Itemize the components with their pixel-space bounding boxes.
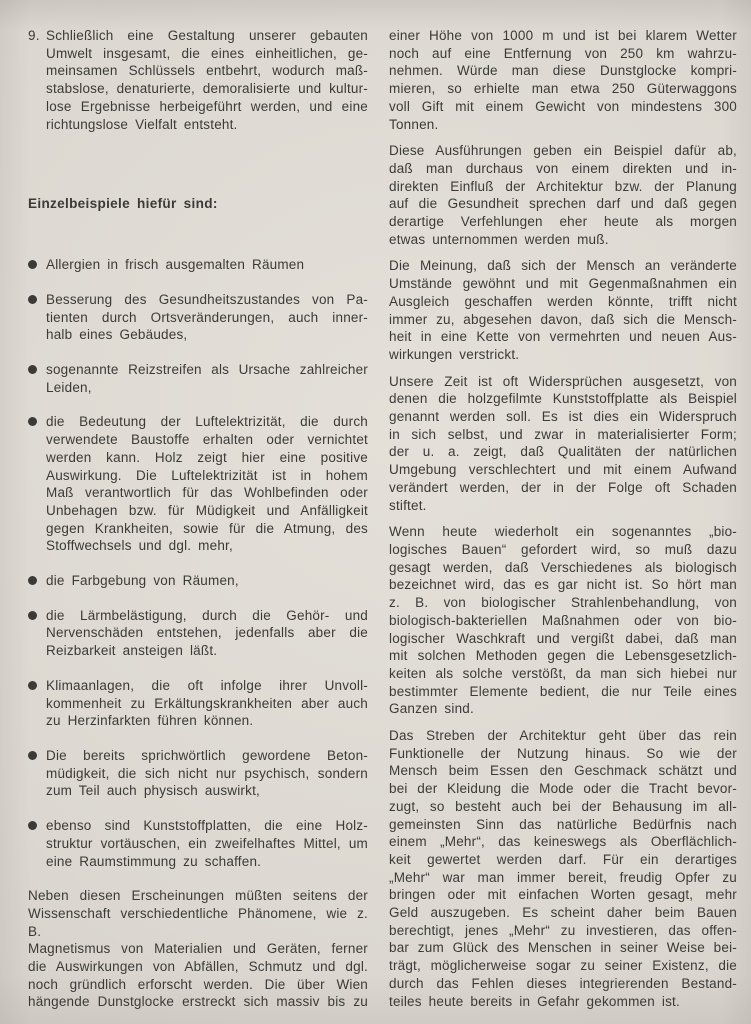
text-line: zum Teil auch physisch auswirkt, — [46, 783, 260, 799]
text-line: Die bereits sprichwörtlich gewordene Beton- — [46, 747, 368, 763]
text-line: Tonnen. — [389, 116, 439, 132]
text-line: Maß verantwortlich für das Wohlbefinden oder — [46, 485, 368, 501]
text-line: struktur vortäuschen, ein zweifelhaftes Mittel, um — [46, 835, 368, 851]
text-line: einer Höhe von 1000 m und ist bei klarem Wetter — [389, 28, 737, 43]
bullet-icon — [28, 365, 37, 374]
text-line: ebenso sind Kunststoffplatten, die eine Holz- — [46, 818, 368, 834]
text-line: Auswirkung. Die Luftelektrizität ist in hohem — [46, 467, 368, 483]
text-line: eine Raumstimmung zu schaffen. — [46, 853, 262, 869]
text-line: in sich selbst, und zwar in materialisierter Form; — [389, 426, 737, 442]
block-text — [389, 373, 737, 515]
bullet-icon — [28, 576, 37, 585]
bullet-icon — [28, 260, 37, 269]
text-line: auf die Gesundheit sprechen darf und daß gegen — [389, 196, 737, 212]
text-line: berechtigt, jenes „Mehr“ zu investieren, das offen- — [389, 922, 737, 938]
text-line: bezeichnet wird, das es gar nicht ist. So hört man — [389, 577, 737, 593]
text-line: die Lärmbelästigung, durch die Gehör- und — [46, 607, 368, 623]
bullet-cell — [28, 361, 46, 374]
right-column — [389, 0, 737, 1019]
text-line: durch das Fehlen dieses integrierenden Bestand- — [389, 975, 737, 991]
text-line: müdigkeit, die sich nicht nur psychisch, sondern — [46, 765, 368, 781]
text-line: denen die holzgefilmte Kunststoffplatte als Beispiel — [389, 391, 737, 407]
text-line: meinsamen Schlüssels entbehrt, wodurch maß- — [46, 63, 368, 79]
bullet-item — [28, 413, 368, 555]
paragraph — [28, 887, 368, 1011]
bullet-cell — [28, 677, 46, 690]
text-line: z. B. von biologischer Strahlenbehandlung, von — [389, 595, 737, 611]
text-line: trägt, möglicherweise sogar zu seiner Existenz, die — [389, 958, 737, 974]
bullet-item — [28, 572, 368, 590]
text-line: genannt werden soll. Es ist dies ein Widerspruch — [389, 409, 737, 425]
text-line: Ganzen sind. — [389, 701, 474, 717]
text-line: gemeinsten Sinn das natürliche Bedürfnis nach — [389, 816, 737, 832]
bullet-cell — [28, 413, 46, 426]
text-line: noch gründlich erforscht werden. Die über Wien — [28, 976, 368, 992]
text-line: Besserung des Gesundheitszustandes von Pa- — [46, 291, 368, 307]
item-number: 9. — [28, 28, 40, 43]
text-line: logisches Bauen“ gefordert wird, so muß dazu — [389, 541, 737, 557]
block-text — [389, 727, 737, 1010]
text-line: bringen oder mit einfachen Worten gesagt, mehr — [389, 887, 737, 903]
text-line: heit in eine Kette von vermehrten und neuen Aus- — [389, 329, 737, 345]
text-line: Reizbarkeit ansteigen läßt. — [46, 643, 218, 659]
block-text — [46, 361, 368, 396]
bullet-icon — [28, 681, 37, 690]
text-line: direkten Einfluß der Architektur bzw. der Planung — [389, 178, 737, 194]
block-text — [46, 677, 368, 730]
bullet-item — [28, 256, 368, 274]
bullet-icon — [28, 611, 37, 620]
text-line: zugt, so besteht auch bei der Behausung im all- — [389, 798, 737, 814]
text-line: noch auf eine Entfernung von 250 km wahrzu- — [389, 45, 737, 61]
block-text — [46, 413, 368, 555]
numbered-item — [28, 27, 368, 133]
text-line: der u. a. zeigt, daß Qualitäten der natürlichen — [389, 444, 737, 460]
text-line: kommenheit zu Erkältungskrankheiten aber auch — [46, 695, 368, 711]
text-line: die Auswirkungen von Abfällen, Schmutz und dgl. — [28, 959, 368, 975]
text-line: bei der Kleidung die Mode oder die Tracht bevor- — [389, 781, 737, 797]
text-line: Umgebung verschlechtert und mit einem Aufwand — [389, 462, 737, 478]
text-line: keit gewertet werden darf. Für ein derartiges — [389, 851, 737, 867]
text-line: Leiden, — [46, 379, 92, 395]
text-line: richtungslose Vielfalt entsteht. — [46, 116, 238, 132]
text-line: etwas unternommen werden muß. — [389, 231, 609, 247]
text-line: tienten durch Ortsveränderungen, auch inner- — [46, 309, 368, 325]
paragraph — [389, 257, 737, 363]
text-line: „Mehr“ war man immer bereit, freudig Opfer zu — [389, 869, 737, 885]
bullet-cell — [28, 747, 46, 760]
bullet-item — [28, 817, 368, 870]
text-line: Funktionelle der Nutzung hinaus. So wie der — [389, 745, 737, 761]
text-line: stiftet. — [389, 497, 427, 513]
text-line: bestimmter Elemente bedient, die nur Teile eines — [389, 683, 737, 699]
block-text — [46, 256, 368, 274]
block-text — [389, 142, 737, 248]
text-line: Magnetismus von Materialien und Geräten, ferner — [28, 941, 368, 957]
bullet-icon — [28, 295, 37, 304]
text-line: Allergien in frisch ausgemalten Räumen — [46, 257, 305, 273]
text-line: Umwelt insgesamt, die eines einheitlichen, ge- — [46, 45, 368, 61]
text-line: Neben diesen Erscheinungen müßten seitens der — [28, 888, 368, 904]
text-line: Unbehagen bzw. für Müdigkeit und Anfälligkeit — [46, 502, 368, 518]
block-text — [46, 291, 368, 344]
bullet-item — [28, 677, 368, 730]
text-line: zu Herzinfarkten führen können. — [46, 713, 254, 729]
bullet-item — [28, 291, 368, 344]
bullet-cell — [28, 817, 46, 830]
text-line: Die Meinung, daß sich der Mensch an veränderte — [389, 258, 737, 274]
text-line: daß man durchaus von einem direkten und in- — [389, 160, 737, 176]
text-line: Ausgleich geschaffen werden könnte, trifft nicht — [389, 293, 737, 309]
paragraph — [389, 727, 737, 1010]
text-line: verändert werden, der in der Folge oft Schaden — [389, 479, 737, 495]
text-line: hängende Dunstglocke erstreckt sich massiv bis zu — [28, 994, 368, 1010]
section-heading: Einzelbeispiele hiefür sind: — [28, 196, 218, 212]
paragraph — [389, 27, 737, 133]
text-line: Das Streben der Architektur geht über das rein — [389, 728, 737, 744]
text-line: Umstände gewöhnt und mit Gegenmaßnahmen ein — [389, 276, 737, 292]
block-text — [46, 607, 368, 660]
block-text — [46, 27, 368, 133]
text-line: mit solchen Methoden gegen die Lebensgesetzlich- — [389, 648, 737, 664]
text-line: teiles heute bereits in Gefahr gekommen ist. — [389, 993, 680, 1009]
bullet-cell — [28, 291, 46, 304]
bullet-cell — [28, 256, 46, 269]
text-line: Wenn heute wiederholt ein sogenanntes „bio- — [389, 524, 737, 540]
text-line: wirkungen verstrickt. — [389, 346, 520, 362]
paragraph — [389, 523, 737, 718]
text-line: Geld auszugeben. Es scheint daher beim Bauen — [389, 905, 737, 921]
block-text — [46, 817, 368, 870]
bullet-item — [28, 607, 368, 660]
text-line: mieren, so erhielte man etwa 250 Güterwaggons — [389, 81, 737, 97]
bullet-icon — [28, 821, 37, 830]
text-line: immer zu, abgesehen davon, daß sich die Mensch- — [389, 311, 737, 327]
text-line: einem „Mehr“, das keineswegs als Oberflächlich- — [389, 834, 737, 850]
block-text — [389, 523, 737, 718]
text-line: halb eines Gebäudes, — [46, 327, 188, 343]
block-text — [46, 747, 368, 800]
bullet-cell — [28, 607, 46, 620]
text-line: Schließlich eine Gestaltung unserer gebauten — [46, 28, 368, 43]
text-line: Nervenschäden entstehen, jedenfalls aber die — [46, 625, 368, 641]
text-line: voll Gift mit einem Gewicht von mindestens 300 — [389, 98, 737, 114]
block-text — [46, 572, 368, 590]
text-line: Unsere Zeit ist oft Widersprüchen ausgesetzt, von — [389, 373, 737, 389]
text-line: sogenannte Reizstreifen als Ursache zahlreicher — [46, 362, 368, 378]
text-line: die Farbgebung von Räumen, — [46, 573, 239, 589]
left-column — [28, 0, 368, 1011]
text-line: derartige Verfehlungen eher heute als morgen — [389, 214, 737, 230]
text-line: stabslose, denaturierte, demoralisierte und kultur- — [46, 81, 368, 97]
block-text — [28, 887, 368, 1011]
bullet-icon — [28, 751, 37, 760]
block-text — [389, 257, 737, 363]
bullet-item — [28, 747, 368, 800]
bullet-icon — [28, 417, 37, 426]
text-line: gegen Krankheiten, sowie für die Atmung, des — [46, 520, 368, 536]
text-line: Wissenschaft verschiedentliche Phänomene, wie z. B. — [28, 905, 368, 939]
bullet-item — [28, 361, 368, 396]
text-line: verwendete Baustoffe erhalten oder vernichtet — [46, 432, 368, 448]
text-line: Diese Ausführungen geben ein Beispiel dafür ab, — [389, 143, 737, 159]
text-line: Stoffwechsels und dgl. mehr, — [46, 538, 233, 554]
paragraph — [389, 373, 737, 515]
paragraph — [389, 142, 737, 248]
text-line: Klimaanlagen, die oft infolge ihrer Unvoll- — [46, 677, 368, 693]
text-line: logischer Waschkraft und vergißt dabei, daß man — [389, 630, 737, 646]
text-line: biologisch-bakteriellen Maßnahmen oder von bio- — [389, 612, 737, 628]
text-line: keiten als solche verstößt, da man sich hiebei nur — [389, 665, 737, 681]
text-line: Mensch beim Essen den Geschmack schätzt und — [389, 763, 737, 779]
text-line: die Bedeutung der Luftelektrizität, die durch — [46, 414, 368, 430]
text-line: bar zum Glück des Menschen in seiner Weise bei- — [389, 940, 737, 956]
text-line: werden kann. Holz zeigt hier eine positive — [46, 449, 368, 465]
block-text — [389, 27, 737, 133]
text-line: lose Ergebnisse herbeigeführt werden, und eine — [46, 98, 368, 114]
text-line: gesagt werden, daß Verschiedenes als biologisch — [389, 559, 737, 575]
text-line: nehmen. Würde man diese Dunstglocke kompri- — [389, 63, 737, 79]
bullet-cell — [28, 572, 46, 585]
